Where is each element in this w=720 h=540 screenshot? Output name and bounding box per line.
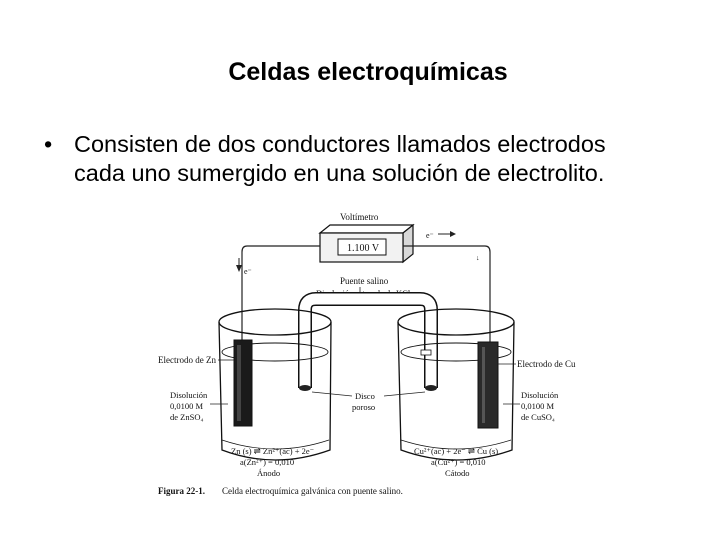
caption-text: Celda electroquímica galvánica con puente salino. — [222, 486, 403, 496]
copper-electrode — [478, 342, 498, 428]
left-solution-line1: Disolución — [170, 390, 208, 400]
anode-reaction: Zn (s) ⇌ Zn²⁺(ac) + 2e⁻ — [231, 446, 315, 456]
cathode-activity: a(Cu²⁺) = 0,010 — [431, 457, 486, 467]
porous-disk-right — [425, 385, 437, 391]
salt-bridge-label: Puente salino — [340, 276, 389, 286]
right-solution-line1: Disolución — [521, 390, 559, 400]
electron-flow-right: e⁻ — [426, 231, 434, 240]
porous-disk-left — [299, 385, 311, 391]
voltmeter-reading: 1.100 V — [347, 243, 380, 254]
cathode-reaction: Cu²⁺(ac) + 2e⁻ ⇌ Cu (s) — [414, 446, 499, 456]
porous-disk-line1: Disco — [355, 391, 375, 401]
voltmeter-label: Voltímetro — [340, 212, 379, 222]
bullet-line-1: Consisten de dos conductores llamados electrodos — [74, 131, 606, 157]
right-solution-line2: 0,0100 M — [521, 401, 555, 411]
zn-electrode-label: Electrodo de Zn — [158, 355, 216, 365]
porous-leader-left — [312, 392, 352, 396]
cu-electrode-label: Electrodo de Cu — [517, 359, 576, 369]
anode-activity: a(Zn²⁺) = 0,010 — [240, 457, 295, 467]
slide-title: Celdas electroquímicas — [228, 58, 508, 86]
left-solution-line3: de ZnSO₄ — [170, 412, 204, 422]
kcl-solution-label: Disolución saturada de KCl — [316, 288, 411, 298]
left-solution-line2: 0,0100 M — [170, 401, 204, 411]
bullet-line-2: cada uno sumergido en una solución de electrolito. — [74, 160, 605, 186]
electron-arrowhead-left — [236, 265, 242, 272]
electron-arrowhead-right — [450, 231, 456, 237]
electron-arrow-small-right: ↓ — [476, 254, 480, 262]
voltmeter — [320, 212, 413, 262]
bridge-marker — [421, 350, 431, 355]
zinc-electrode — [234, 340, 252, 426]
electron-flow-left: e⁻ — [244, 267, 252, 276]
porous-disk-line2: poroso — [352, 402, 376, 412]
bullet-marker: • — [44, 131, 53, 157]
caption-number: Figura 22-1. — [158, 486, 205, 496]
right-solution-line3: de CuSO₄ — [521, 412, 555, 422]
anode-label: Ánodo — [257, 468, 281, 478]
porous-leader-right — [384, 392, 425, 396]
cathode-label: Cátodo — [445, 468, 470, 478]
